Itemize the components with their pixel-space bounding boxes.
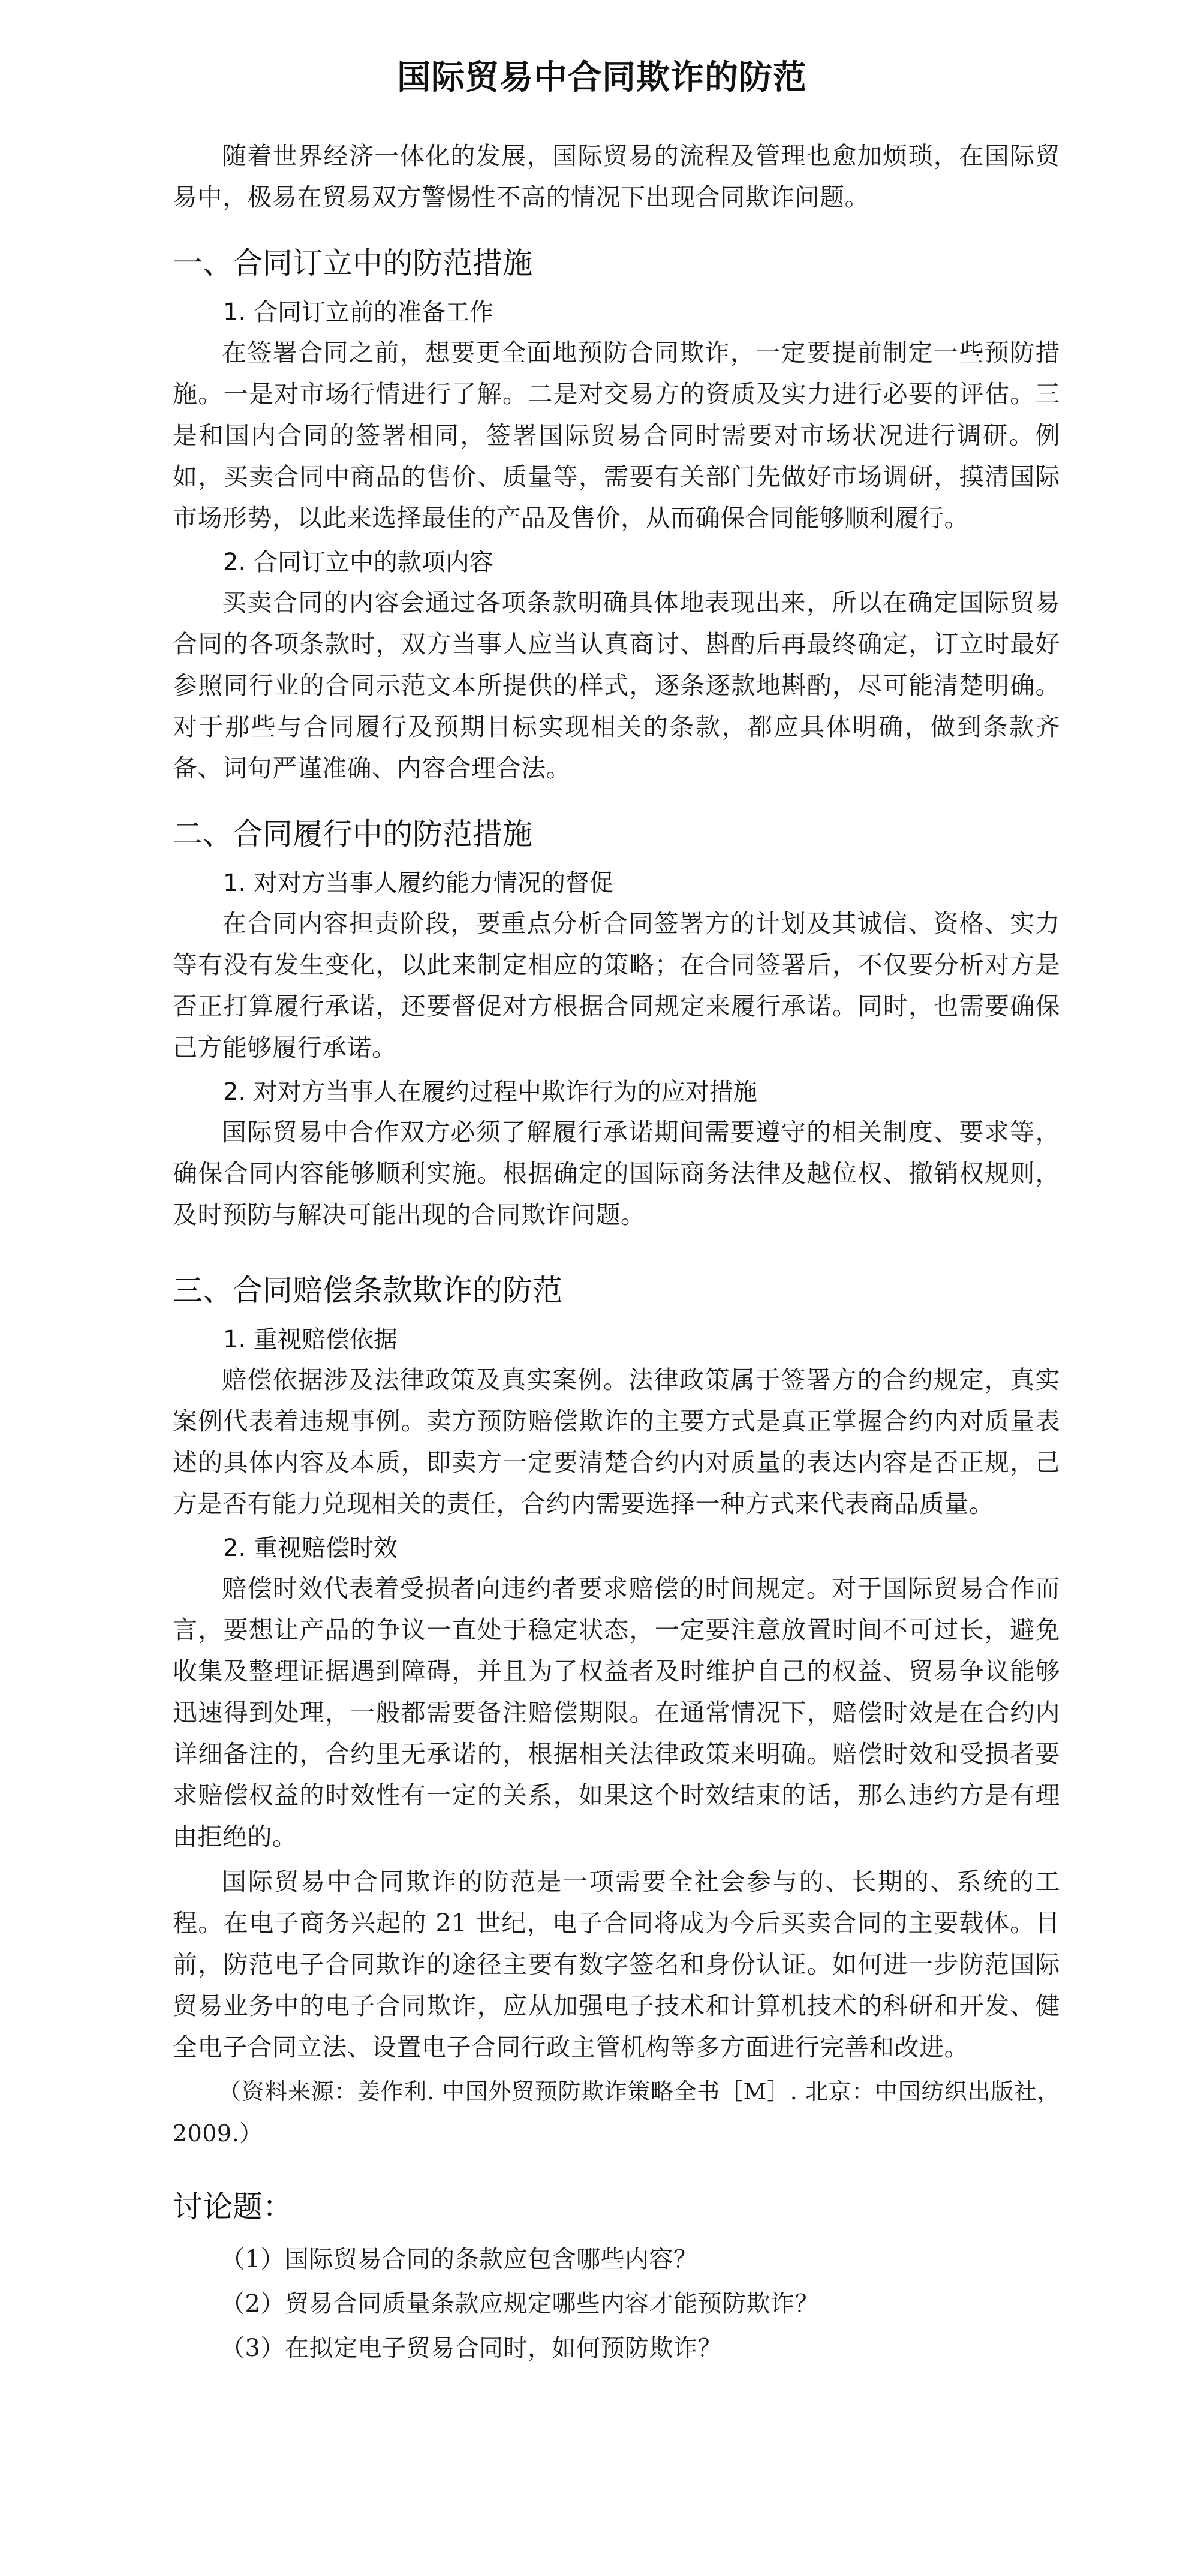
discussion-heading: 讨论题： [173, 2189, 293, 2224]
discussion-question-3: （3）在拟定电子贸易合同时，如何预防欺诈？ [221, 2334, 722, 2362]
section-1-1-paragraph: 在签署合同之前，想要更全面地预防合同欺诈，一定要提前制定一些预防措施。一是对市场行情进行了解。二是对交易方的资质及实力进行必要的评估。三是和国内合同的签署相同，签署国际贸易合同时需要对市场状况进行调研。例如，买卖合同中商品的售价、质量等，需要有关部门先做好市场调研，摸清国际市场形势，以此来选择最佳的产品及售价，从而确保合同能够顺利履行。 [173, 338, 1060, 532]
section-1-2-heading: 2. 合同订立中的款项内容 [223, 549, 493, 576]
section-3-2-heading: 2. 重视赔偿时效 [223, 1534, 398, 1562]
section-3-1-paragraph: 赔偿依据涉及法律政策及真实案例。法律政策属于签署方的合约规定，真实案例代表着违规事例。卖方预防赔偿欺诈的主要方式是真正掌握合约内对质量表述的具体内容及本质，即卖方一定要清楚合约内对质量的表达内容是否正规，己方是否有能力兑现相关的责任，合约内需要选择一种方式来代表商品质量。 [173, 1365, 1060, 1518]
document-body [173, 136, 1060, 2370]
section-3-1-heading: 1. 重视赔偿依据 [223, 1326, 398, 1353]
discussion-question-1: （1）国际贸易合同的条款应包含哪些内容？ [221, 2246, 698, 2273]
discussion-question-2: （2）贸易合同质量条款应规定哪些内容才能预防欺诈？ [221, 2290, 819, 2318]
section-1-2-paragraph: 买卖合同的内容会通过各项条款明确具体地表现出来，所以在确定国际贸易合同的各项条款时，双方当事人应当认真商讨、斟酌后再最终确定，订立时最好参照同行业的合同示范文本所提供的样式，逐条逐款地斟酌，尽可能清楚明确。对于那些与合同履行及预期目标实现相关的条款，都应具体明确，做到条款齐备、词句严谨准确、内容合理合法。 [173, 588, 1060, 783]
conclusion-paragraph: 国际贸易中合同欺诈的防范是一项需要全社会参与的、长期的、系统的工程。在电子商务兴起的 21 世纪，电子合同将成为今后买卖合同的主要载体。目前，防范电子合同欺诈的途径主要有数字签名和身份认证。如何进一步防范国际贸易业务中的电子合同欺诈，应从加强电子技术和计算机技术的科研和开发、健全电子合同立法、设置电子合同行政主管机构等多方面进行完善和改进。 [173, 1867, 1060, 2062]
source-citation: （资料来源：姜作利. 中国外贸预防欺诈策略全书［M］. 北京：中国纺织出版社，2009.） [173, 2078, 1060, 2147]
section-1-heading: 一、合同订立中的防范措施 [173, 246, 532, 281]
section-2-1-heading: 1. 对对方当事人履约能力情况的督促 [223, 869, 613, 897]
intro-paragraph: 随着世界经济一体化的发展，国际贸易的流程及管理也愈加烦琐，在国际贸易中，极易在贸易双方警惕性不高的情况下出现合同欺诈问题。 [173, 142, 1060, 212]
section-2-1-paragraph: 在合同内容担责阶段，要重点分析合同签署方的计划及其诚信、资格、实力等有没有发生变化，以此来制定相应的策略；在合同签署后，不仅要分析对方是否正打算履行承诺，还要督促对方根据合同规定来履行承诺。同时，也需要确保己方能够履行承诺。 [173, 909, 1060, 1062]
section-3-2-paragraph: 赔偿时效代表着受损者向违约者要求赔偿的时间规定。对于国际贸易合作而言，要想让产品的争议一直处于稳定状态，一定要注意放置时间不可过长，避免收集及整理证据遇到障碍，并且为了权益者及时维护自己的权益、贸易争议能够迅速得到处理，一般都需要备注赔偿期限。在通常情况下，赔偿时效是在合约内详细备注的，合约里无承诺的，根据相关法律政策来明确。赔偿时效和受损者要求赔偿权益的时效性有一定的关系，如果这个时效结束的话，那么违约方是有理由拒绝的。 [173, 1574, 1060, 1851]
section-2-heading: 二、合同履行中的防范措施 [173, 817, 532, 851]
section-2-2-paragraph: 国际贸易中合作双方必须了解履行承诺期间需要遵守的相关制度、要求等，确保合同内容能够顺利实施。根据确定的国际商务法律及越位权、撤销权规则，及时预防与解决可能出现的合同欺诈问题。 [173, 1118, 1060, 1229]
page-title: 国际贸易中合同欺诈的防范 [397, 58, 807, 97]
section-1-1-heading: 1. 合同订立前的准备工作 [223, 299, 493, 326]
section-2-2-heading: 2. 对对方当事人在履约过程中欺诈行为的应对措施 [223, 1078, 757, 1106]
section-3-heading: 三、合同赔偿条款欺诈的防范 [173, 1273, 562, 1308]
